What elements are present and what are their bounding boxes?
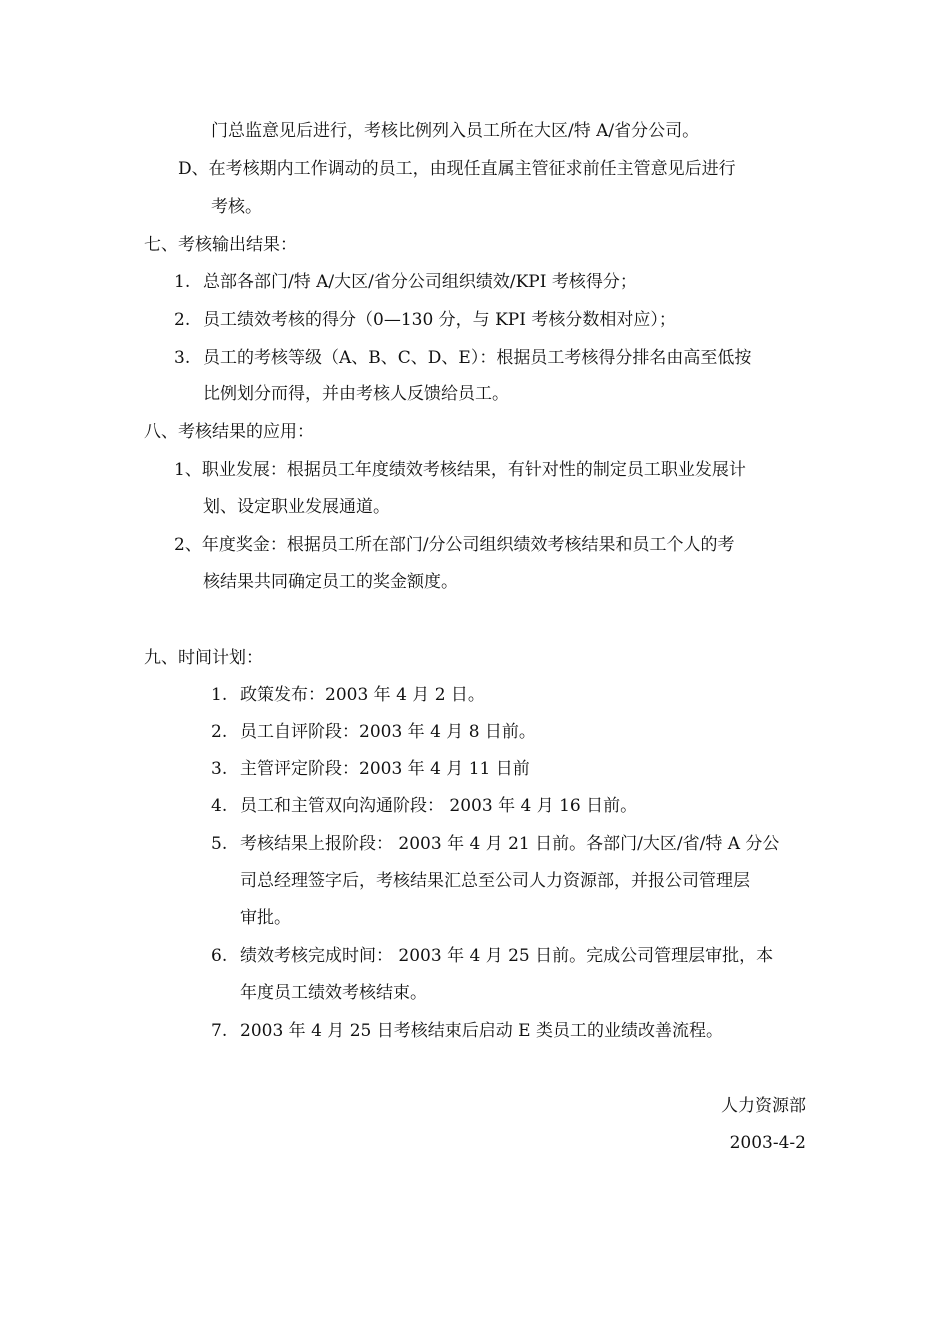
signature-date: 2003-4-2 <box>729 1133 806 1153</box>
section-9-item-4-text: 员工和主管双向沟通阶段： 2003 年 4 月 16 日前。 <box>240 796 638 816</box>
item-d-line-1: D、在考核期内工作调动的员工，由现任直属主管征求前任主管意见后进行 <box>178 159 736 179</box>
section-9-item-6-number: 6. <box>211 946 228 966</box>
paragraph-continuation: 门总监意见后进行，考核比例列入员工所在大区/特 A/省分公司。 <box>211 121 700 141</box>
section-8-item-2-line-1: 2、年度奖金：根据员工所在部门/分公司组织绩效考核结果和员工个人的考 <box>174 535 735 555</box>
section-9-item-5-number: 5. <box>211 834 228 854</box>
section-9-item-6-text-line-2: 年度员工绩效考核结束。 <box>240 983 427 1003</box>
section-9-item-3-number: 3. <box>211 759 228 779</box>
section-7-item-2-text: 员工绩效考核的得分（0—130 分，与 KPI 考核分数相对应）； <box>203 310 676 330</box>
section-8-item-1-line-2: 划、设定职业发展通道。 <box>203 497 390 517</box>
section-9-item-2-text: 员工自评阶段：2003 年 4 月 8 日前。 <box>240 722 536 742</box>
section-9-item-5-text-line-2: 司总经理签字后，考核结果汇总至公司人力资源部，并报公司管理层 <box>240 871 750 891</box>
section-7-item-2-number: 2. <box>174 310 191 330</box>
section-9-item-6-text-line-1: 绩效考核完成时间： 2003 年 4 月 25 日前。完成公司管理层审批，本 <box>240 946 774 966</box>
section-8-heading: 八、考核结果的应用： <box>144 422 314 442</box>
section-7-item-3-text-line-2: 比例划分而得，并由考核人反馈给员工。 <box>203 384 509 404</box>
section-8-item-2-line-2: 核结果共同确定员工的奖金额度。 <box>203 572 458 592</box>
section-9-item-3-text: 主管评定阶段：2003 年 4 月 11 日前 <box>240 759 530 779</box>
section-7-item-1-text: 总部各部门/特 A/大区/省分公司组织绩效/KPI 考核得分； <box>203 272 637 292</box>
section-8-item-1-line-1: 1、职业发展：根据员工年度绩效考核结果，有针对性的制定员工职业发展计 <box>174 460 746 480</box>
section-9-item-1-text: 政策发布：2003 年 4 月 2 日。 <box>240 685 485 705</box>
signature-department: 人力资源部 <box>721 1096 806 1116</box>
section-9-item-5-text-line-3: 审批。 <box>240 908 291 928</box>
section-9-item-7-number: 7. <box>211 1021 228 1041</box>
section-9-heading: 九、时间计划： <box>144 648 263 668</box>
section-7-item-1-number: 1. <box>174 272 191 292</box>
section-9-item-5-text-line-1: 考核结果上报阶段： 2003 年 4 月 21 日前。各部门/大区/省/特 A 分公 <box>240 834 780 854</box>
item-d-line-2: 考核。 <box>211 197 262 217</box>
section-9-item-2-number: 2. <box>211 722 228 742</box>
section-9-item-1-number: 1. <box>211 685 228 705</box>
section-7-item-3-number: 3. <box>174 348 191 368</box>
section-9-item-7-text: 2003 年 4 月 25 日考核结束后启动 E 类员工的业绩改善流程。 <box>240 1021 723 1041</box>
section-7-item-3-text-line-1: 员工的考核等级（A、B、C、D、E）：根据员工考核得分排名由高至低按 <box>203 348 752 368</box>
section-7-heading: 七、考核输出结果： <box>144 235 297 255</box>
section-9-item-4-number: 4. <box>211 796 228 816</box>
